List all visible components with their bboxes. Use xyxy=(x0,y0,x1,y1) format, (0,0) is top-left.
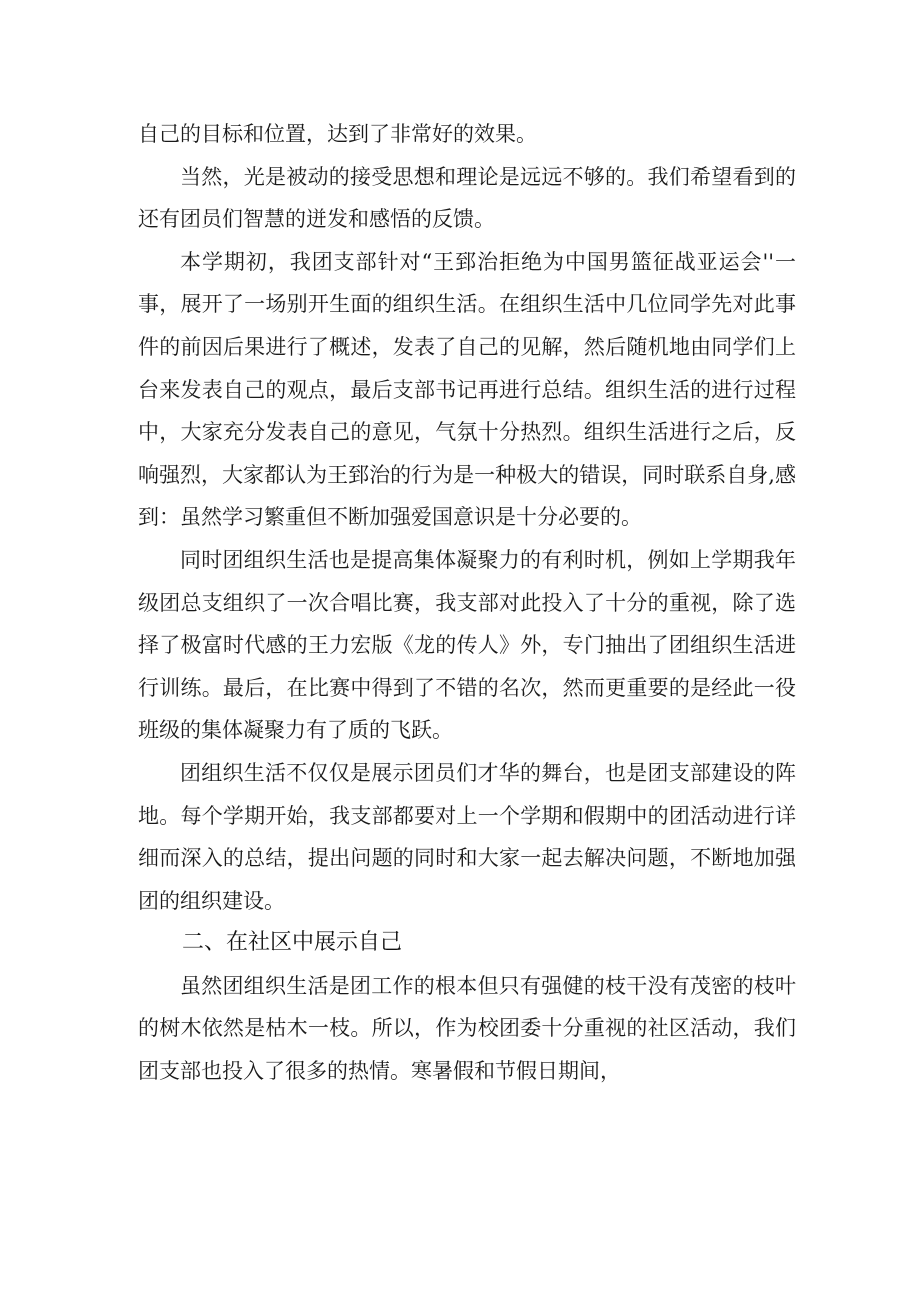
paragraph-chorus-competition: 同时团组织生活也是提高集体凝聚力的有利时机，例如上学期我年级团总支组织了一次合唱比赛，我支部对此投入了十分的重视，除了选择了极富时代感的王力宏版《龙的传人》外，专门抽出了团组织生活进行训练。最后，在比赛中得到了不错的名次，然而更重要的是经此一役班级的集体凝聚力有了质的飞跃。 xyxy=(138,547,796,743)
paragraph-passive-learning: 当然，光是被动的接受思想和理论是远远不够的。我们希望看到的还有团员们智慧的迸发和感悟的反馈。 xyxy=(138,164,796,232)
section-heading: 二、在社区中展示自己 xyxy=(182,930,403,956)
document-page xyxy=(138,113,796,1093)
paragraph-continuation: 自己的目标和位置，达到了非常好的效果。 xyxy=(138,122,537,146)
paragraph-community-activities: 虽然团组织生活是团工作的根本但只有强健的枝干没有茂密的枝叶的树木依然是枯木一枝。所以，作为校团委十分重视的社区活动，我们团支部也投入了很多的热情。寒暑假和节假日期间， xyxy=(138,973,796,1084)
paragraph-organization-life: 本学期初，我团支部针对“王郅治拒绝为中国男篮征战亚运会''一事，展开了一场别开生面的组织生活。在组织生活中几位同学先对此事件的前因后果进行了概述，发表了自己的见解，然后随机地由同学们上台来发表自己的观点，最后支部书记再进行总结。组织生活的进行过程中，大家充分发表自己的意见，气氛十分热烈。组织生活进行之后，反响强烈，大家都认为王郅治的行为是一种极大的错误，同时联系自身,感到：虽然学习繁重但不断加强爱国意识是十分必要的。 xyxy=(138,249,796,530)
paragraph-branch-building: 团组织生活不仅仅是展示团员们才华的舞台，也是团支部建设的阵地。每个学期开始，我支部都要对上一个学期和假期中的团活动进行详细而深入的总结，提出问题的同时和大家一起去解决问题，不断地加强团的组织建设。 xyxy=(138,760,796,913)
